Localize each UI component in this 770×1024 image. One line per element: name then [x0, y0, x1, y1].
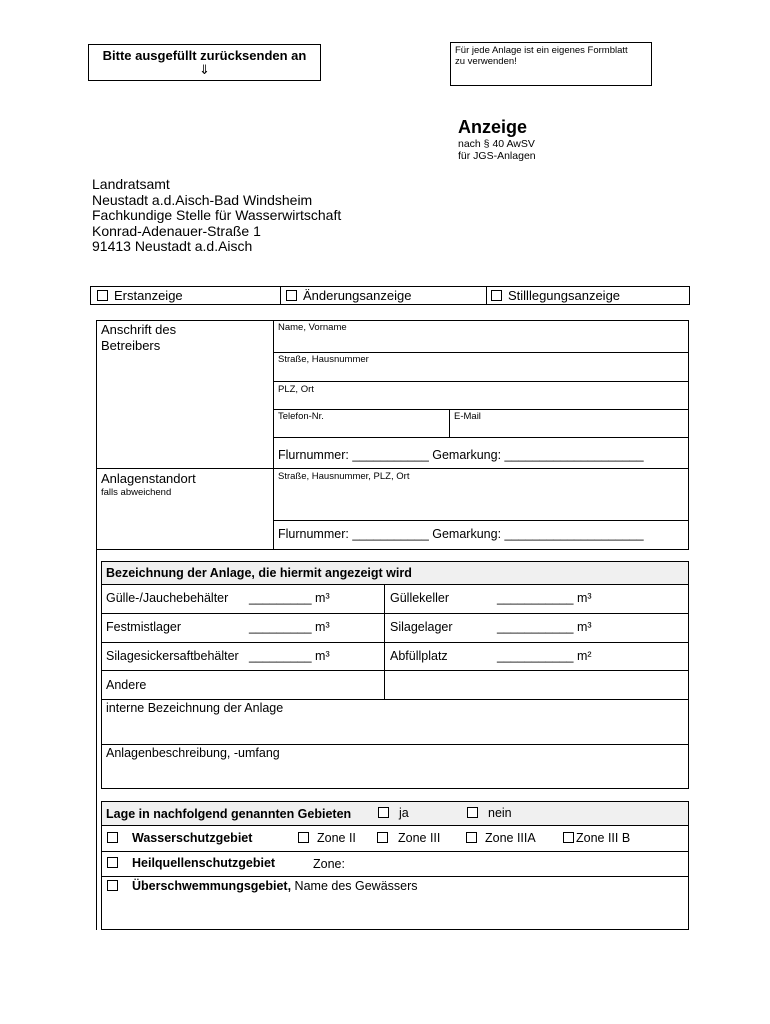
rule	[101, 801, 102, 930]
checkbox-first-notice[interactable]	[97, 288, 183, 303]
return-text: Bitte ausgefüllt zurücksenden an	[102, 48, 307, 63]
rule	[101, 801, 689, 802]
city-field[interactable]: PLZ, Ort	[278, 384, 314, 395]
label: Stilllegungsanzeige	[508, 288, 621, 303]
checkbox-icon[interactable]	[97, 290, 108, 301]
rule	[101, 929, 689, 930]
address-line: Konrad-Adenauer-Straße 1	[92, 222, 261, 239]
label: Zone III	[398, 831, 441, 845]
checkbox-spa-protection[interactable]	[107, 856, 275, 870]
checkbox-zone-3a[interactable]	[466, 831, 536, 845]
rule	[101, 744, 689, 745]
label: Name des Gewässers	[291, 879, 418, 893]
facility-right-label: Güllekeller	[390, 591, 450, 605]
rule	[96, 320, 97, 550]
description-field[interactable]: Anlagenbeschreibung, -umfang	[106, 746, 280, 760]
rule	[101, 788, 689, 789]
facility-right-volume[interactable]: ___________ m³	[497, 620, 592, 634]
street-field[interactable]: Straße, Hausnummer	[278, 354, 369, 365]
rule	[101, 825, 689, 826]
checkbox-change-notice[interactable]	[286, 288, 411, 303]
address-line: Landratsamt	[92, 176, 170, 192]
address-line: Fachkundige Stelle für Wasserwirtschaft	[92, 207, 342, 223]
checkbox-zone-2[interactable]	[298, 831, 356, 845]
rule	[273, 520, 689, 521]
rule	[688, 801, 689, 930]
rule	[101, 613, 689, 614]
label: Wasserschutzgebiet	[132, 831, 253, 845]
page-title: Anzeige	[458, 117, 528, 137]
operator-section	[96, 320, 689, 550]
checkbox-water-protection[interactable]	[107, 831, 252, 845]
checkbox-icon[interactable]	[298, 832, 309, 843]
divider	[486, 287, 487, 304]
facility-right-label: Silagelager	[390, 620, 453, 634]
rule	[101, 876, 689, 877]
rule	[101, 699, 689, 700]
rule	[273, 437, 689, 438]
zones-section	[101, 801, 689, 930]
checkbox-icon[interactable]	[467, 807, 478, 818]
heading-line2: für JGS-Anlagen	[458, 150, 536, 162]
facility-right-label: Abfüllplatz	[390, 649, 448, 663]
label: Zone II	[317, 831, 356, 845]
facility-left-volume[interactable]: _________ m³	[249, 591, 330, 605]
checkbox-icon[interactable]	[107, 857, 118, 868]
operator-label-2: Betreibers	[101, 338, 161, 353]
down-arrow-icon: ⇓	[199, 62, 210, 77]
checkbox-icon[interactable]	[377, 832, 388, 843]
facility-right-volume[interactable]: ___________ m²	[497, 649, 592, 663]
recipient-address	[92, 177, 341, 255]
checkbox-shutdown-notice[interactable]	[491, 288, 620, 303]
facility-left-volume[interactable]: _________ m³	[249, 649, 330, 663]
rule	[101, 561, 102, 789]
rule	[273, 409, 689, 410]
address-line: 91413 Neustadt a.d.Aisch	[92, 238, 253, 254]
checkbox-icon[interactable]	[563, 832, 574, 843]
checkbox-flood-area[interactable]	[107, 879, 418, 893]
other-facility-label: Andere	[106, 678, 147, 692]
facility-right-volume[interactable]: ___________ m³	[497, 591, 592, 605]
return-address-box	[88, 44, 321, 81]
rule	[688, 561, 689, 789]
phone-field[interactable]: Telefon-Nr.	[278, 411, 324, 422]
facility-header: Bezeichnung der Anlage, die hiermit angezeigt wird	[106, 566, 412, 580]
email-field[interactable]: E-Mail	[454, 411, 481, 422]
site-label: Anlagenstandort	[101, 471, 196, 486]
facility-left-volume[interactable]: _________ m³	[249, 620, 330, 634]
label: Erstanzeige	[114, 288, 183, 303]
rule	[688, 320, 689, 550]
notice-type-row	[90, 286, 690, 305]
site-parcel-field[interactable]: Flurnummer: ___________ Gemarkung: ____________________	[278, 527, 644, 541]
label: ja	[399, 806, 409, 820]
checkbox-icon[interactable]	[107, 880, 118, 891]
checkbox-icon[interactable]	[378, 807, 389, 818]
note-line1: Für jede Anlage ist ein eigenes Formblatt	[455, 45, 628, 56]
rule	[384, 584, 385, 699]
checkbox-icon[interactable]	[466, 832, 477, 843]
checkbox-yes[interactable]	[378, 806, 409, 820]
label: Heilquellenschutzgebiet	[132, 856, 276, 870]
note-line2: zu verwenden!	[455, 56, 517, 67]
internal-name-field[interactable]: interne Bezeichnung der Anlage	[106, 701, 284, 715]
label: Zone III B	[576, 831, 631, 845]
label: Zone IIIA	[485, 831, 536, 845]
facility-left-label: Silagesickersaftbehälter	[106, 649, 239, 663]
rule	[96, 320, 689, 321]
divider	[280, 287, 281, 304]
rule	[273, 352, 689, 353]
checkbox-icon[interactable]	[286, 290, 297, 301]
operator-label	[101, 322, 176, 354]
heading-line1: nach § 40 AwSV	[458, 138, 535, 150]
label: Überschwemmungsgebiet,	[132, 879, 292, 893]
site-sub-label: falls abweichend	[101, 487, 172, 498]
rule	[96, 550, 97, 930]
operator-parcel-field[interactable]: Flurnummer: ___________ Gemarkung: ____________________	[278, 448, 644, 462]
operator-label-1: Anschrift des	[101, 322, 177, 337]
facility-section	[101, 561, 689, 789]
note-box	[450, 42, 652, 86]
site-address-field[interactable]: Straße, Hausnummer, PLZ, Ort	[278, 471, 410, 482]
spa-zone-field[interactable]: Zone:	[313, 857, 345, 871]
rule	[96, 468, 689, 469]
checkbox-icon[interactable]	[107, 832, 118, 843]
rule	[101, 642, 689, 643]
rule	[101, 851, 689, 852]
address-line: Neustadt a.d.Aisch-Bad Windsheim	[92, 191, 313, 208]
rule	[101, 670, 689, 671]
rule	[101, 561, 689, 562]
checkbox-zone-3[interactable]	[377, 831, 440, 845]
rule	[449, 409, 450, 437]
rule	[101, 584, 689, 585]
checkbox-icon[interactable]	[491, 290, 502, 301]
name-field[interactable]: Name, Vorname	[278, 322, 347, 333]
rule	[273, 320, 274, 550]
checkbox-zone-3b[interactable]	[563, 831, 630, 845]
label: nein	[488, 806, 512, 820]
zones-header: Lage in nachfolgend genannten Gebieten	[106, 807, 352, 821]
facility-left-label: Gülle-/Jauchebehälter	[106, 591, 229, 605]
rule	[96, 549, 689, 550]
rule	[273, 381, 689, 382]
label: Änderungsanzeige	[303, 288, 412, 303]
facility-left-label: Festmistlager	[106, 620, 182, 634]
checkbox-no[interactable]	[467, 806, 512, 820]
notice-heading	[458, 117, 536, 162]
